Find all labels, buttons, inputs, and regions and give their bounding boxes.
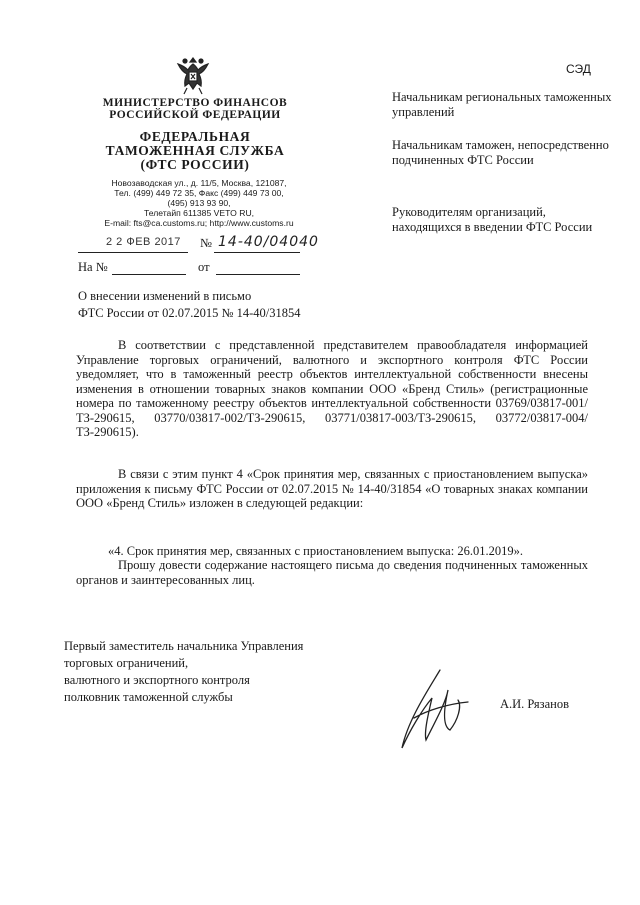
reference-date-label: от (198, 260, 210, 274)
number-label: № (200, 236, 212, 250)
contact-phone-fax: Тел. (499) 449 72 35, Факс (499) 449 73 00, (114, 188, 284, 198)
body-paragraph-3: «4. Срок принятия мер, связанных с приостановлением выпуска: 26.01.2019». (108, 544, 523, 558)
body-paragraph-1: В соответствии с представленной представителем правообладателя информацией Управление торговых ограничений, валютного и экспортного контроля ФТС России уведомляет, что в таможенный реестр объектов интеллектуальной собственности внесены изменения в отношении товарных знаков компании ООО «Бренд Стиль» (регистрационные номера по таможенному реестру объектов интеллектуальной собственности 03769/03817-001/ТЗ-290615, 03770/03817-002/ТЗ-290615, 03771/03817-003/ТЗ-290615, 03772/03817-004/ТЗ-290615). (76, 338, 588, 439)
service-line-2: ТАМОЖЕННАЯ СЛУЖБА (105, 143, 285, 158)
subject-line-1: О внесении изменений в письмо (78, 289, 252, 303)
contact-address: Новозаводская ул., д. 11/5, Москва, 121087, (111, 178, 287, 188)
ministry-line-2: РОССИЙСКОЙ ФЕДЕРАЦИИ (109, 109, 281, 121)
reference-number-label: На № (78, 260, 108, 274)
contact-teletype: Телетайп 611385 VETO RU, (143, 208, 255, 218)
position-line-1: Первый заместитель начальника Управления (64, 639, 304, 653)
reference-number-underline (112, 274, 186, 275)
ministry-line-1: МИНИСТЕРСТВО ФИНАНСОВ (102, 97, 288, 109)
service-line-3: (ФТС РОССИИ) (140, 157, 250, 172)
handwritten-signature (388, 660, 488, 760)
position-line-4: полковник таможенной службы (64, 690, 233, 704)
recipient-organizations: Руководителям организаций, находящихся в введении ФТС России (392, 205, 593, 234)
body-paragraph-4: Прошу довести содержание настоящего письма до сведения подчиненных таможенных органов и заинтересованных лиц. (76, 558, 588, 587)
ministry-name (80, 97, 310, 121)
signatory-name: А.И. Рязанов (500, 697, 569, 711)
number-underline (214, 252, 300, 253)
registration-date-stamp: 2 2 ФЕВ 2017 (106, 236, 181, 248)
subject-line-2: ФТС России от 02.07.2015 № 14-40/31854 (78, 306, 301, 320)
service-line-1: ФЕДЕРАЛЬНАЯ (139, 129, 251, 144)
recipient-customs-heads: Начальникам таможен, непосредственно подчиненных ФТС России (392, 138, 609, 167)
service-name (80, 130, 310, 172)
contact-phone-2: (495) 913 93 90, (167, 198, 231, 208)
body-paragraph-2: В связи с этим пункт 4 «Срок принятия мер, связанных с приостановлением выпуска» приложения к письму ФТС России от 02.07.2015 № 14-40/31854 «О товарных знаках компании ООО «Бренд Стиль» изложен в следующей редакции: (76, 467, 588, 510)
sed-mark: СЭД (566, 62, 591, 76)
recipient-regional-directorates: Начальникам региональных таможенных управлений (392, 90, 612, 119)
contact-details (84, 178, 314, 228)
letter-subject (78, 288, 378, 322)
contact-email: E-mail: fts@ca.customs.ru; http://www.customs.ru (104, 218, 294, 228)
signatory-position (64, 638, 364, 706)
registration-number: 14-40/04040 (218, 234, 319, 250)
reference-date-underline (216, 274, 300, 275)
coat-of-arms-emblem (170, 52, 216, 98)
position-line-3: валютного и экспортного контроля (64, 673, 250, 687)
date-underline (78, 252, 188, 253)
position-line-2: торговых ограничений, (64, 656, 189, 670)
